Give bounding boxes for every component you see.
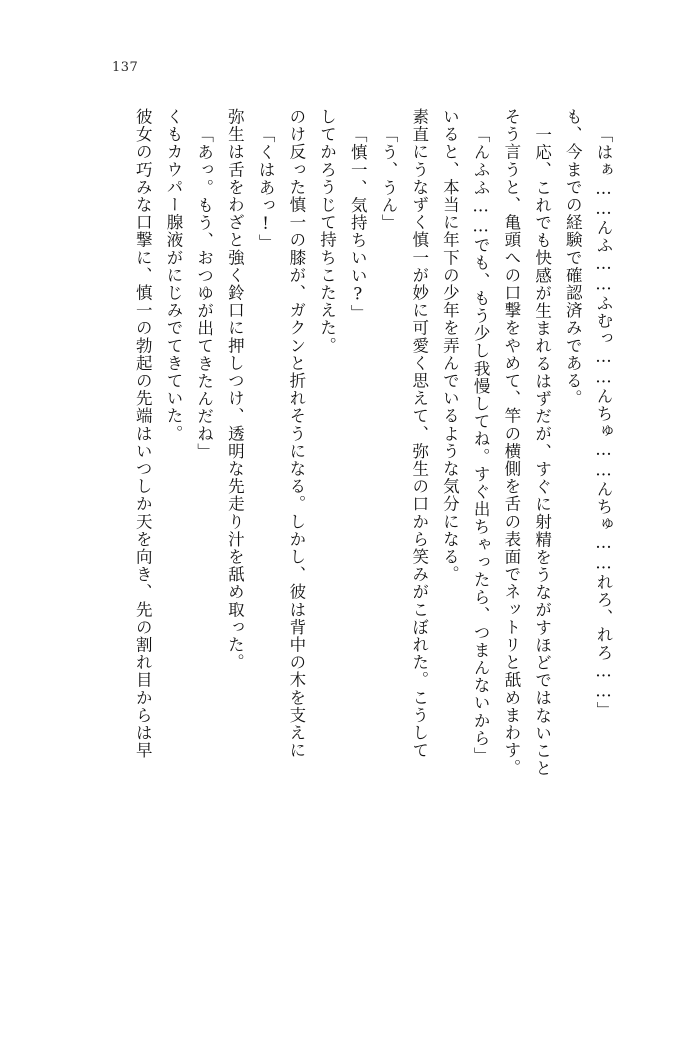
text-column: 素直にうなずく慎一が妙に可愛く思えて、弥生の口から笑みがこぼれた。こうして: [409, 108, 429, 760]
text-column: も、今までの経験で確認済みである。: [563, 108, 583, 408]
text-column: 一応、これでも快感が生まれるはずだが、すぐに射精をうながすほどではないこと: [532, 126, 552, 778]
text-column: くもカウパー腺液がにじみでてきていた。: [163, 108, 183, 443]
text-column: 「はぁ……んふ……ふむっ……んちゅ……んちゅ……れろ、れろ……」: [594, 126, 613, 720]
text-column: 「あっ。もう、おつゆが出てきたんだね」: [194, 126, 214, 461]
text-column: のけ反った慎一の膝が、ガクンと折れそうになる。しかし、彼は背中の木を支えに: [286, 108, 306, 760]
text-column: 弥生は舌をわざと強く鈴口に押しつけ、透明な先走り汁を舐め取った。: [225, 108, 245, 672]
text-column: 「んふふ……でも、もう少し我慢してね。すぐ出ちゃったら、つまんないから」: [471, 126, 491, 765]
text-column: 彼女の巧みな口撃に、慎一の勃起の先端はいつしか天を向き、先の割れ目からは早: [133, 108, 153, 760]
text-column: してかろうじて持ちこたえた。: [317, 108, 337, 355]
text-column: 「う、うん」: [378, 126, 398, 232]
text-column: いると、本当に年下の少年を弄んでいるような気分になる。: [440, 108, 460, 584]
vertical-text-block: [125, 108, 617, 898]
text-column: 「くはあっ!」: [256, 126, 276, 252]
page-number: 137: [112, 60, 139, 75]
text-column: そう言うと、亀頭への口撃をやめて、竿の横側を舌の表面でネットリと舐めまわす。: [501, 108, 521, 777]
text-column: 「慎一、気持ちいい?」: [348, 126, 368, 323]
